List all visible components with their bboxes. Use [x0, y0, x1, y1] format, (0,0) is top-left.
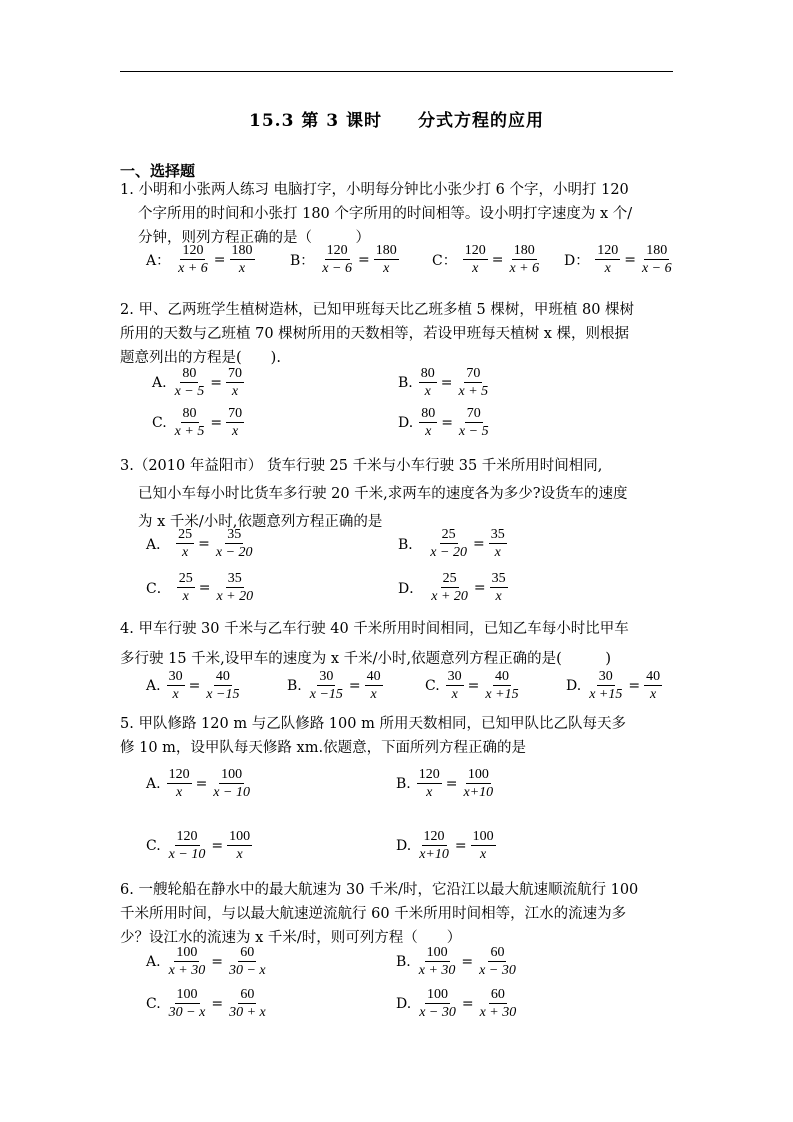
question-line: 为 x 千米/小时,依题意列方程正确的是 — [138, 514, 383, 530]
question-line: 3.（2010 年益阳市） 货车行驶 25 千米与小车行驶 35 千米所用时间相同, — [120, 458, 603, 474]
numerator: 30 — [319, 669, 334, 684]
fraction-left — [308, 668, 345, 703]
fraction-right — [456, 365, 490, 400]
denominator: 30 − x — [228, 963, 266, 978]
numerator: 40 — [646, 669, 661, 684]
fraction-right — [457, 405, 491, 440]
option-label: B. — [287, 677, 302, 694]
equals-sign: = — [211, 837, 224, 854]
denominator: x+10 — [419, 847, 449, 862]
numerator: 40 — [494, 669, 509, 684]
numerator: 180 — [231, 243, 253, 258]
option-d[interactable] — [396, 828, 496, 863]
equals-sign: = — [198, 535, 210, 552]
fraction-right — [471, 828, 496, 863]
denominator: x −15 — [206, 687, 240, 702]
numerator: 100 — [221, 767, 243, 782]
question-1 — [120, 178, 680, 250]
fraction-left — [419, 405, 437, 440]
fraction-right — [226, 405, 244, 440]
option-label: C. — [425, 677, 440, 694]
fraction-left — [320, 242, 354, 277]
option-label: D. — [396, 837, 412, 854]
numerator: 40 — [366, 669, 381, 684]
option-label: A. — [146, 775, 161, 792]
fraction-left — [167, 766, 192, 801]
question-4 — [120, 614, 680, 674]
numerator: 120 — [597, 243, 619, 258]
numerator: 180 — [646, 243, 668, 258]
fraction-left — [428, 526, 469, 561]
numerator: 70 — [227, 366, 242, 381]
fraction-left — [167, 828, 208, 863]
numerator: 120 — [176, 829, 198, 844]
fraction-right — [374, 242, 399, 277]
numerator: 30 — [168, 669, 183, 684]
equals-sign: = — [440, 374, 453, 391]
fraction-left — [167, 944, 208, 979]
numerator: 40 — [215, 669, 230, 684]
fraction-left — [429, 570, 470, 605]
denominator: x + 30 — [168, 963, 206, 978]
denominator: x − 10 — [168, 847, 206, 862]
fraction-left — [417, 828, 451, 863]
numerator: 80 — [420, 366, 435, 381]
fraction-right — [227, 986, 268, 1021]
denominator: x — [383, 261, 390, 276]
equals-sign: = — [473, 579, 486, 596]
fraction-left — [176, 242, 210, 277]
numerator: 100 — [229, 829, 251, 844]
fraction-left — [417, 766, 442, 801]
fraction-left — [176, 526, 194, 561]
equals-sign: = — [348, 677, 361, 694]
fraction-right — [489, 526, 507, 561]
denominator: x — [231, 384, 239, 399]
numerator: 120 — [326, 243, 348, 258]
numerator: 80 — [182, 366, 197, 381]
option-a[interactable] — [146, 944, 268, 979]
denominator: x +15 — [485, 687, 519, 702]
denominator: x — [494, 545, 501, 560]
numerator: 70 — [466, 406, 481, 421]
numerator: 100 — [467, 767, 489, 782]
denominator: x — [370, 687, 377, 702]
denominator: x − 30 — [479, 963, 516, 978]
denominator: x + 20 — [216, 589, 254, 604]
denominator: x — [424, 384, 431, 399]
denominator: x — [649, 687, 657, 702]
option-label: B. — [396, 953, 411, 970]
denominator: x — [472, 261, 479, 276]
equals-sign: = — [195, 775, 208, 792]
equals-sign: = — [213, 251, 226, 268]
numerator: 100 — [426, 945, 448, 960]
equals-sign: = — [441, 414, 453, 431]
denominator: x + 5 — [458, 384, 489, 399]
numerator: 70 — [228, 406, 243, 421]
numerator: 120 — [418, 767, 440, 782]
equals-sign: = — [624, 251, 636, 268]
denominator: x − 10 — [213, 785, 250, 800]
option-b[interactable] — [396, 766, 495, 801]
denominator: x — [175, 785, 183, 800]
fraction-left — [177, 570, 195, 605]
option-label: C： — [432, 252, 457, 269]
option-label: B． — [398, 536, 423, 553]
denominator: x +15 — [589, 687, 623, 702]
denominator: x — [231, 424, 239, 439]
option-label: B： — [290, 252, 315, 269]
question-line: 5. 甲队修路 120 m 与乙队修路 100 m 所用天数相同，已知甲队比乙队每天多 — [120, 716, 626, 732]
denominator: x + 6 — [509, 261, 540, 276]
numerator: 35 — [491, 571, 506, 586]
equals-sign: = — [454, 837, 467, 854]
numerator: 100 — [176, 945, 198, 960]
numerator: 60 — [490, 945, 505, 960]
denominator: x — [172, 687, 179, 702]
option-d[interactable] — [398, 570, 508, 605]
option-label: A. — [146, 953, 161, 970]
denominator: x − 6 — [322, 261, 352, 276]
numerator: 120 — [168, 767, 190, 782]
equals-sign: = — [461, 953, 474, 970]
numerator: 100 — [472, 829, 494, 844]
fraction-right — [226, 365, 244, 400]
numerator: 100 — [176, 987, 198, 1002]
numerator: 25 — [178, 571, 193, 586]
equals-sign: = — [210, 374, 222, 391]
option-c[interactable] — [146, 986, 268, 1021]
fraction-right — [640, 242, 674, 277]
denominator: x + 30 — [479, 1005, 517, 1020]
page-title: 15.3 第 3 课时 分式方程的应用 — [249, 111, 544, 131]
question-3 — [120, 452, 680, 536]
fraction-right — [227, 944, 268, 979]
equals-sign: = — [211, 953, 223, 970]
option-b[interactable] — [290, 242, 399, 277]
question-line: 多行驶 15 千米,设甲车的速度为 x 千米/小时,依题意列方程正确的是( ) — [120, 651, 611, 667]
denominator: x — [182, 589, 189, 604]
question-line: 修 10 m，设甲队每天修路 xm.依题意，下面所列方程正确的是 — [120, 740, 527, 756]
question-line: 题意列出的方程是( ). — [120, 350, 281, 366]
denominator: x + 20 — [431, 589, 468, 604]
question-line: 千米所用时间，与以最大航速逆流航行 60 千米所用时间相等，江水的流速为多 — [120, 906, 627, 922]
question-line: 分钟，则列方程正确的是（ ） — [138, 230, 370, 246]
option-label: D. — [398, 414, 414, 431]
option-a[interactable] — [146, 766, 252, 801]
question-line: 个字所用的时间和小张打 180 个字所用的时间相等。设小明打字速度为 x 个/ — [138, 206, 633, 222]
option-label: B. — [396, 775, 411, 792]
option-label: C. — [146, 995, 161, 1012]
numerator: 180 — [375, 243, 397, 258]
question-line: 1. 小明和小张两人练习 电脑打字，小明每分钟比小张少打 6 个字，小明打 120 — [120, 182, 629, 198]
denominator: x — [238, 261, 246, 276]
option-d[interactable] — [566, 668, 662, 703]
numerator: 120 — [464, 243, 486, 258]
question-line: 已知小车每小时比货车多行驶 20 千米,求两车的速度各为多少?设货车的速度 — [138, 486, 628, 502]
option-b[interactable] — [287, 668, 383, 703]
option-c[interactable] — [146, 828, 252, 863]
fraction-left — [595, 242, 620, 277]
denominator: x — [495, 589, 502, 604]
option-c[interactable] — [425, 668, 521, 703]
question-6 — [120, 878, 680, 950]
option-c[interactable] — [432, 242, 541, 277]
option-b[interactable] — [398, 365, 490, 400]
equals-sign: = — [472, 535, 485, 552]
equals-sign: = — [628, 677, 641, 694]
numerator: 60 — [490, 987, 505, 1002]
denominator: x + 5 — [174, 424, 205, 439]
fraction-right — [211, 766, 252, 801]
denominator: x − 5 — [174, 384, 205, 399]
question-line: 所用的天数与乙班植 70 棵树所用的天数相等，若设甲班每天植树 x 棵，则根据 — [120, 326, 630, 342]
numerator: 30 — [598, 669, 613, 684]
fraction-left — [417, 944, 458, 979]
fraction-right — [477, 944, 518, 979]
denominator: x −15 — [309, 687, 343, 702]
denominator: x + 30 — [418, 963, 456, 978]
question-2 — [120, 298, 680, 370]
option-label: A. — [152, 374, 167, 391]
equals-sign: = — [188, 677, 201, 694]
numerator: 120 — [423, 829, 445, 844]
option-c[interactable] — [152, 405, 244, 440]
numerator: 60 — [240, 987, 255, 1002]
option-label: D． — [398, 580, 424, 597]
denominator: x − 5 — [458, 424, 489, 439]
denominator: x+10 — [463, 785, 494, 800]
header-rule — [120, 71, 673, 72]
numerator: 35 — [490, 527, 505, 542]
equals-sign: = — [198, 579, 211, 596]
option-label: A： — [146, 252, 171, 269]
denominator: x − 30 — [419, 1005, 456, 1020]
fraction-right — [478, 986, 519, 1021]
equals-sign: = — [211, 995, 224, 1012]
option-label: C. — [152, 414, 167, 431]
numerator: 35 — [227, 527, 242, 542]
fraction-left — [419, 365, 437, 400]
option-label: D. — [566, 677, 582, 694]
numerator: 120 — [182, 243, 204, 258]
numerator: 80 — [182, 406, 197, 421]
fraction-left — [463, 242, 488, 277]
fraction-left — [167, 668, 185, 703]
denominator: x — [479, 847, 487, 862]
fraction-right — [227, 828, 252, 863]
numerator: 60 — [240, 945, 255, 960]
fraction-right — [507, 242, 541, 277]
equals-sign: = — [357, 251, 370, 268]
fraction-right — [461, 766, 495, 801]
numerator: 180 — [513, 243, 535, 258]
option-d[interactable] — [564, 242, 674, 277]
option-d[interactable] — [398, 405, 491, 440]
option-label: D： — [564, 252, 590, 269]
option-a[interactable] — [146, 242, 255, 277]
fraction-left — [167, 986, 208, 1021]
numerator: 100 — [427, 987, 449, 1002]
denominator: x − 6 — [641, 261, 672, 276]
option-a[interactable] — [152, 365, 244, 400]
numerator: 35 — [227, 571, 242, 586]
fraction-right — [214, 570, 255, 605]
option-label: A. — [146, 677, 161, 694]
question-line: 少？设江水的流速为 x 千米/时，则可列方程（ ） — [120, 930, 462, 946]
option-label: C. — [146, 837, 161, 854]
equals-sign: = — [461, 995, 474, 1012]
option-c[interactable] — [146, 570, 255, 605]
question-5 — [120, 712, 680, 760]
option-b[interactable] — [398, 526, 507, 561]
numerator: 30 — [447, 669, 462, 684]
denominator: x — [236, 847, 243, 862]
fraction-left — [587, 668, 624, 703]
equals-sign: = — [210, 414, 223, 431]
denominator: x — [604, 261, 611, 276]
denominator: x — [451, 687, 458, 702]
denominator: x — [425, 424, 432, 439]
equals-sign: = — [445, 775, 458, 792]
denominator: x — [426, 785, 433, 800]
numerator: 25 — [441, 527, 456, 542]
option-label: B. — [398, 374, 413, 391]
fraction-left — [173, 365, 207, 400]
numerator: 70 — [466, 366, 481, 381]
fraction-right — [230, 242, 255, 277]
numerator: 80 — [421, 406, 436, 421]
denominator: 30 − x — [168, 1005, 206, 1020]
fraction-left — [446, 668, 464, 703]
section-heading: 一、选择题 — [120, 162, 196, 180]
fraction-left — [417, 986, 458, 1021]
numerator: 25 — [178, 527, 193, 542]
option-label: D. — [396, 995, 412, 1012]
question-line: 4. 甲车行驶 30 千米与乙车行驶 40 千米所用时间相同，已知乙车每小时比甲车 — [120, 621, 629, 637]
fraction-right — [214, 526, 255, 561]
fraction-right — [483, 668, 520, 703]
option-label: C． — [146, 580, 171, 597]
denominator: x − 20 — [215, 545, 253, 560]
question-line: 6. 一艘轮船在静水中的最大航速为 30 千米/时，它沿江以最大航速顺流航行 100 — [120, 882, 639, 898]
equals-sign: = — [467, 677, 480, 694]
denominator: x − 20 — [430, 545, 467, 560]
denominator: x — [182, 545, 189, 560]
fraction-right — [490, 570, 508, 605]
option-a[interactable] — [146, 668, 241, 703]
fraction-right — [365, 668, 383, 703]
fraction-right — [644, 668, 662, 703]
option-a[interactable] — [146, 526, 255, 561]
option-b[interactable] — [396, 944, 518, 979]
denominator: x + 6 — [178, 261, 208, 276]
option-label: A． — [146, 536, 171, 553]
question-line: 2. 甲、乙两班学生植树造林，已知甲班每天比乙班多植 5 棵树，甲班植 80 棵树 — [120, 302, 635, 318]
denominator: 30 + x — [229, 1005, 266, 1020]
option-d[interactable] — [396, 986, 518, 1021]
fraction-left — [173, 405, 207, 440]
fraction-right — [204, 668, 241, 703]
equals-sign: = — [491, 251, 504, 268]
numerator: 25 — [442, 571, 457, 586]
